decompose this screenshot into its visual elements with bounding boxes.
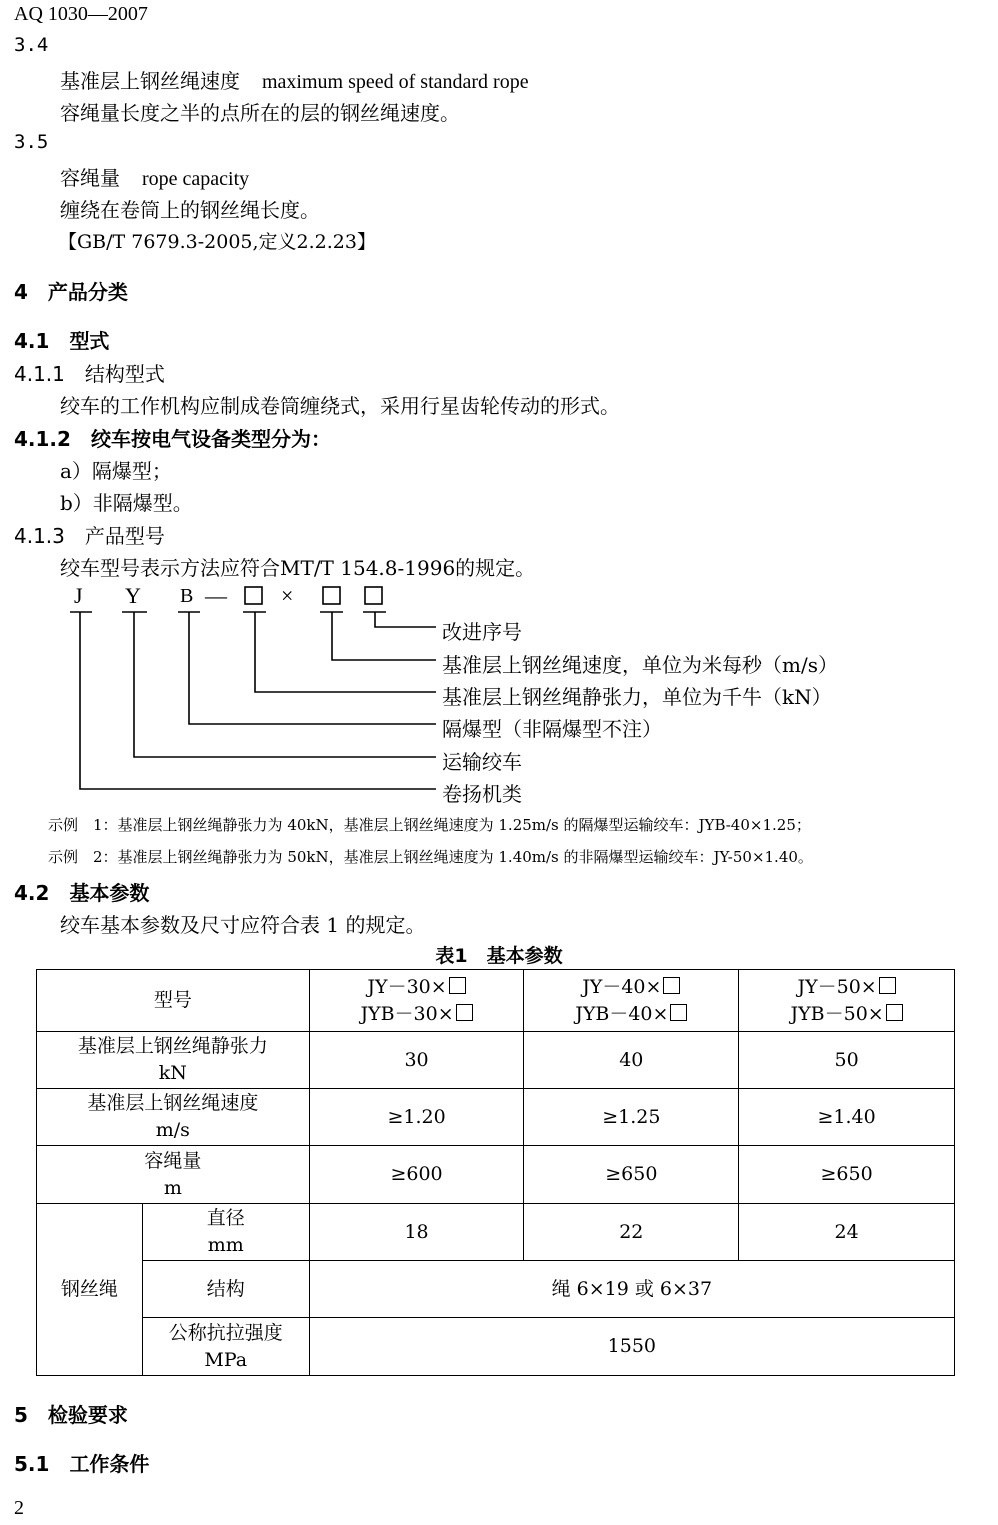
label-hoist-type: 卷扬机类 [442,782,522,806]
code-letter-y: Y [125,583,141,608]
page-number: 2 [14,1497,24,1519]
value-cell: ≥1.25 [524,1089,739,1146]
param-label: 直径 [206,1207,245,1229]
model-cell [739,970,955,1032]
value-cell: 1550 [309,1318,954,1376]
param-label-cell [142,1318,309,1376]
value-cell: ≥1.40 [739,1089,955,1146]
paragraph-4-1-3: 绞车型号表示方法应符合MT/T 154.8-1996的规定。 [60,556,536,580]
label-transport-winch: 运输绞车 [442,750,522,774]
label-revision: 改进序号 [442,620,522,644]
value-cell: 24 [739,1204,955,1261]
model-code: JYB－50× [790,1002,884,1025]
term-zh: 容绳量 [60,166,120,190]
document-number: AQ 1030—2007 [14,3,148,25]
label-explosion-proof: 隔爆型（非隔爆型不注） [442,717,662,741]
basic-parameters-table [36,969,955,1376]
list-item-a: a）隔爆型； [60,459,172,483]
placeholder-box [879,977,896,994]
param-label-cell [37,1032,310,1089]
table-row [37,1146,955,1204]
param-unit: m [163,1176,182,1199]
paragraph-4-2: 绞车基本参数及尺寸应符合表 1 的规定。 [60,913,426,937]
placeholder-box [449,977,466,994]
clause-number-3-5: 3.5 [14,131,49,153]
section-title: 工作条件 [69,1452,150,1476]
section-title: 产品型号 [84,524,165,548]
placeholder-box [670,1004,687,1021]
model-header: 型号 [37,970,310,1032]
definition-3-5: 缠绕在卷筒上的钢丝绳长度。 [60,198,320,222]
param-label-cell [37,1089,310,1146]
code-dash: — [205,583,227,608]
param-label-cell [37,1146,310,1204]
example-2: 示例 2：基准层上钢丝绳静张力为 50kN，基准层上钢丝绳速度为 1.40m/s 的非隔爆型运输绞车：JY-50×1.40。 [48,848,813,866]
section-number: 4.1.1 [14,362,65,386]
model-code: JYB－30× [360,1002,454,1025]
table-row [37,1318,955,1376]
value-cell: 30 [309,1032,524,1089]
term-zh: 基准层上钢丝绳速度 [60,69,240,93]
value-cell: 50 [739,1032,955,1089]
value-cell: ≥1.20 [309,1089,524,1146]
list-item-b: b）非隔爆型。 [60,491,193,515]
value-cell: 绳 6×19 或 6×37 [309,1261,954,1318]
definition-3-4: 容绳量长度之半的点所在的层的钢丝绳速度。 [60,101,460,125]
paragraph-4-1-1: 绞车的工作机构应制成卷筒缠绕式，采用行星齿轮传动的形式。 [60,394,620,418]
value-cell: 40 [524,1032,739,1089]
model-cell [524,970,739,1032]
table-row [37,1204,955,1261]
value-cell: ≥650 [739,1146,955,1204]
model-code: JY－40× [582,975,662,998]
param-unit: MPa [204,1348,248,1371]
section-number: 4 [14,280,28,304]
clause-number-3-4: 3.4 [14,34,49,56]
table-row [37,1261,955,1318]
value-cell: 18 [309,1204,524,1261]
section-5-heading [14,1399,128,1428]
param-label: 基准层上钢丝绳速度 [87,1092,259,1114]
model-cell [309,970,524,1032]
param-unit: m/s [155,1119,190,1141]
param-label: 结构 [142,1261,309,1318]
section-number: 5.1 [14,1452,50,1476]
section-number: 4.2 [14,881,50,905]
section-4-2-heading [14,877,149,906]
example-1: 示例 1：基准层上钢丝绳静张力为 40kN，基准层上钢丝绳速度为 1.25m/s 的隔爆型运输绞车：JYB-40×1.25； [48,816,811,834]
placeholder-box [456,1004,473,1021]
model-code: JYB－40× [575,1002,669,1025]
table-caption: 表1 基本参数 [435,945,563,967]
section-title: 基本参数 [69,881,150,905]
code-letter-b: B [180,585,194,607]
param-label: 容绳量 [144,1149,202,1172]
table-row [37,1032,955,1089]
param-label: 公称抗拉强度 [168,1321,283,1344]
section-title: 结构型式 [84,362,165,386]
reference-3-5: 【GB/T 7679.3-2005,定义2.2.23】 [58,231,376,253]
value-cell: ≥650 [524,1146,739,1204]
rope-group-label: 钢丝绳 [37,1204,143,1376]
placeholder-box-revision [365,587,382,604]
param-label-cell [142,1204,309,1261]
param-unit: kN [158,1062,187,1084]
param-unit: mm [207,1234,244,1256]
table-row [37,1089,955,1146]
placeholder-box-tension [245,587,262,604]
code-times: × [281,583,294,608]
label-speed: 基准层上钢丝绳速度，单位为米每秒（m/s） [442,653,838,677]
term-en: rope capacity [142,168,250,190]
section-number: 4.1.3 [14,524,65,548]
section-5-1-heading [14,1448,149,1477]
section-title: 产品分类 [47,280,128,304]
placeholder-box-speed [323,587,340,604]
section-number: 5 [14,1403,28,1427]
label-tension: 基准层上钢丝绳静张力，单位为千牛（kN） [442,685,832,709]
value-cell: 22 [524,1204,739,1261]
section-number: 4.1.2 [14,427,71,451]
placeholder-box [886,1004,903,1021]
placeholder-box [663,977,680,994]
value-cell: ≥600 [309,1146,524,1204]
param-label: 基准层上钢丝绳静张力 [77,1035,268,1057]
code-letter-j: J [74,583,83,608]
term-en: maximum speed of standard rope [262,71,529,93]
section-number: 4.1 [14,329,50,353]
table-row [37,970,955,1032]
model-code: JY－30× [367,975,447,998]
section-title: 型式 [69,329,110,353]
model-code: JY－50× [797,975,877,998]
section-title: 检验要求 [47,1403,128,1427]
section-title: 绞车按电气设备类型分为： [90,427,331,451]
